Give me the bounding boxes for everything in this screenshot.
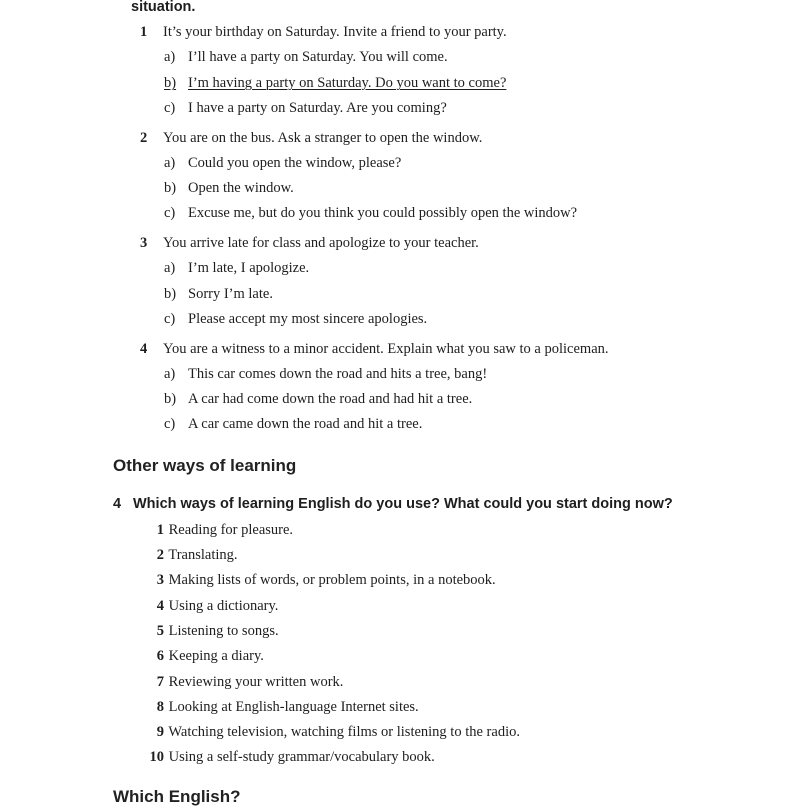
option-letter: a) (164, 260, 176, 276)
list-item (134, 699, 419, 716)
list-number: 10 (149, 749, 164, 765)
option-letter: c) (164, 205, 176, 221)
option-text: I’m late, I apologize. (188, 260, 310, 276)
question-number: 1 (140, 24, 148, 40)
option-text: I’m having a party on Saturday. Do you want to come? (188, 75, 507, 91)
list-number: 3 (156, 572, 164, 588)
question-number: 4 (113, 496, 122, 512)
list-item (134, 522, 293, 539)
option-text: Please accept my most sincere apologies. (188, 311, 428, 327)
option-1a (164, 49, 448, 66)
list-text: Watching television, watching films or listening to the radio. (168, 724, 520, 740)
list-number: 6 (156, 648, 164, 664)
option-4b (164, 391, 472, 408)
list-number: 5 (156, 623, 164, 639)
list-text: Listening to songs. (168, 623, 279, 639)
option-2a (164, 155, 401, 172)
option-text: Could you open the window, please? (188, 155, 402, 171)
list-item (134, 572, 496, 589)
list-number: 2 (156, 547, 164, 563)
list-item (134, 648, 264, 665)
next-section-heading: Which English? (113, 787, 241, 806)
option-2b (164, 180, 294, 197)
question-3 (140, 235, 479, 252)
option-text: Open the window. (188, 180, 294, 196)
question-1 (140, 24, 507, 41)
option-3b (164, 286, 273, 303)
option-text: I have a party on Saturday. Are you coming? (188, 100, 447, 116)
option-letter: b) (164, 75, 177, 91)
instruction-tail: situation. (131, 0, 196, 15)
option-letter: c) (164, 100, 176, 116)
option-letter: a) (164, 366, 176, 382)
list-number: 7 (156, 674, 164, 690)
list-text: Reviewing your written work. (168, 674, 344, 690)
list-text: Looking at English-language Internet sites. (168, 699, 419, 715)
question-prompt: You arrive late for class and apologize to your teacher. (163, 235, 479, 251)
option-letter: b) (164, 391, 177, 407)
list-item (134, 623, 279, 640)
question-number: 2 (140, 130, 148, 146)
question-prompt: You are a witness to a minor accident. Explain what you saw to a policeman. (163, 341, 609, 357)
question-number: 4 (140, 341, 148, 357)
list-item (134, 598, 278, 615)
option-1c (164, 100, 447, 117)
list-number: 1 (156, 522, 164, 538)
option-4c (164, 416, 422, 433)
option-text: Sorry I’m late. (188, 286, 273, 302)
question-prompt: You are on the bus. Ask a stranger to open the window. (163, 130, 483, 146)
list-text: Translating. (168, 547, 238, 563)
option-text: Excuse me, but do you think you could possibly open the window? (188, 205, 578, 221)
option-1b-underlined (164, 75, 506, 92)
list-item (134, 674, 343, 691)
list-text: Keeping a diary. (168, 648, 264, 664)
question-4 (140, 341, 609, 358)
section-question-4 (113, 496, 673, 512)
option-letter: c) (164, 311, 176, 327)
option-text: I’ll have a party on Saturday. You will come. (188, 49, 448, 65)
list-number: 4 (156, 598, 164, 614)
list-text: Using a dictionary. (168, 598, 279, 614)
list-number: 8 (156, 699, 164, 715)
list-number: 9 (156, 724, 164, 740)
list-text: Reading for pleasure. (168, 522, 294, 538)
option-text: A car came down the road and hit a tree. (188, 416, 423, 432)
option-3a (164, 260, 309, 277)
option-2c (164, 205, 577, 222)
question-2 (140, 130, 482, 147)
list-text: Making lists of words, or problem points, in a notebook. (168, 572, 496, 588)
option-letter: c) (164, 416, 176, 432)
option-text: A car had come down the road and had hit a tree. (188, 391, 473, 407)
list-item (134, 749, 435, 766)
option-letter: a) (164, 155, 176, 171)
section-heading: Other ways of learning (113, 456, 297, 475)
question-number: 3 (140, 235, 148, 251)
option-letter: a) (164, 49, 176, 65)
question-text: Which ways of learning English do you use? What could you start doing now? (133, 496, 673, 512)
list-item (134, 547, 238, 564)
option-letter: b) (164, 180, 177, 196)
option-3c (164, 311, 427, 328)
list-item (134, 724, 520, 741)
list-text: Using a self-study grammar/vocabulary book. (168, 749, 435, 765)
option-4a (164, 366, 487, 383)
option-text: This car comes down the road and hits a tree, bang! (188, 366, 488, 382)
question-prompt: It’s your birthday on Saturday. Invite a friend to your party. (163, 24, 507, 40)
option-letter: b) (164, 286, 177, 302)
